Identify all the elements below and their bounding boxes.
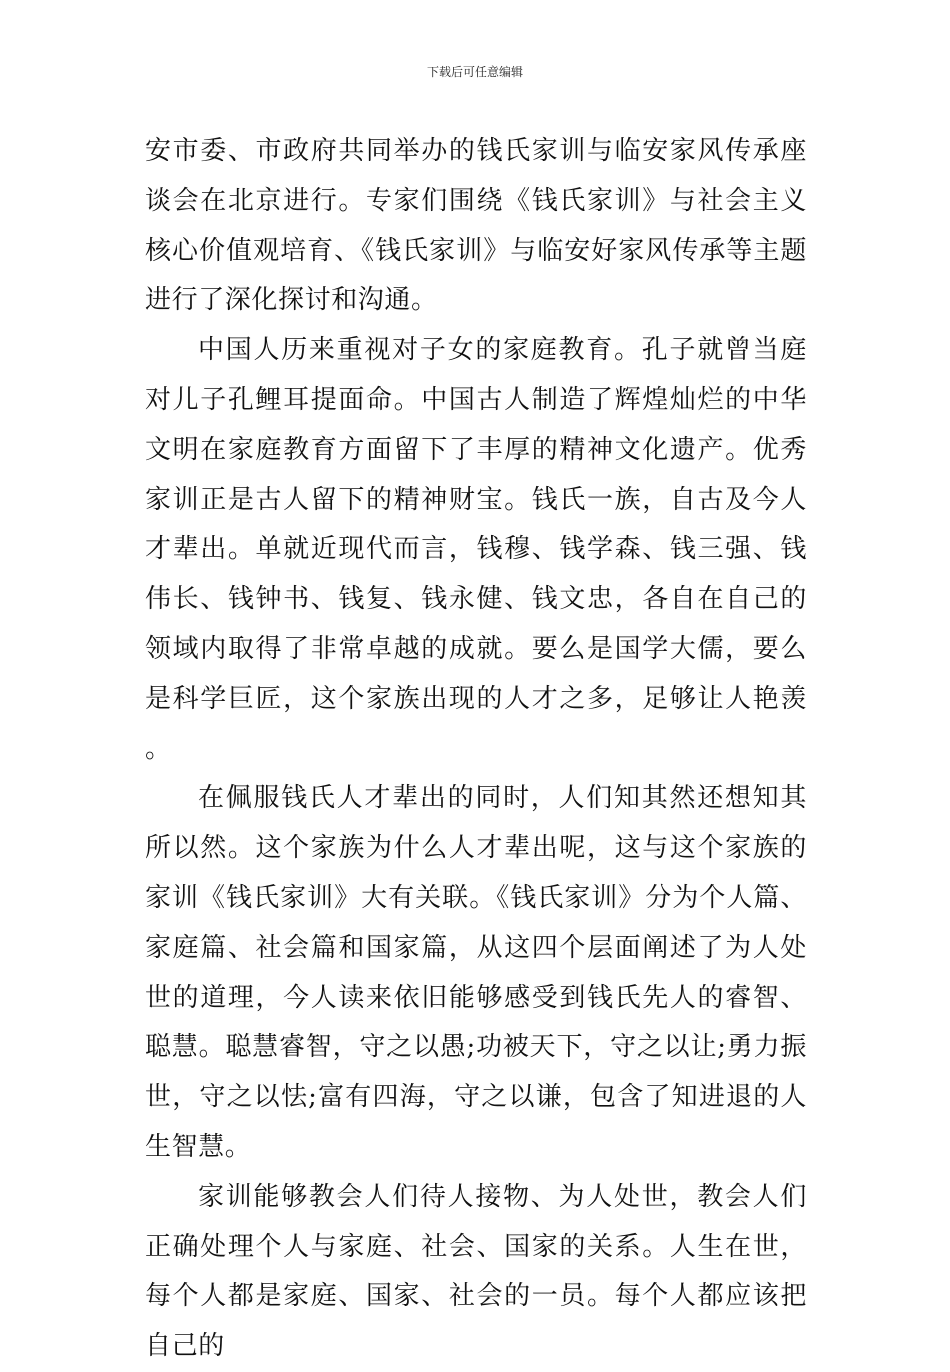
paragraph-4: 家训能够教会人们待人接物、为人处世，教会人们正确处理个人与家庭、社会、国家的关系。人生在世，每个人都是家庭、国家、社会的一员。每个人都应该把自己的 <box>145 1181 807 1362</box>
paragraph-3: 在佩服钱氏人才辈出的同时，人们知其然还想知其所以然。这个家族为什么人才辈出呢，这与这个家族的家训《钱氏家训》大有关联。《钱氏家训》分为个人篇、家庭篇、社会篇和国家篇，从这四个层面阐述了为人处世的道理，今人读来依旧能够感受到钱氏先人的睿智、聪慧。聪慧睿智，守之以愚;功被天下，守之以让;勇力振世，守之以怯;富有四海，守之以谦，包含了知进退的人生智慧。 <box>145 783 807 1162</box>
paragraph-2: 中国人历来重视对子女的家庭教育。孔子就曾当庭对儿子孔鲤耳提面命。中国古人制造了辉煌灿烂的中华文明在家庭教育方面留下了丰厚的精神文化遗产。优秀家训正是古人留下的精神财宝。钱氏一族，自古及今人才辈出。单就近现代而言，钱穆、钱学森、钱三强、钱伟长、钱钟书、钱复、钱永健、钱文忠，各自在自己的领域内取得了非常卓越的成就。要么是国学大儒，要么是科学巨匠，这个家族出现的人才之多，足够让人艳羡。 <box>145 335 807 764</box>
document-body <box>145 127 807 1372</box>
page-header-note: 下载后可任意编辑 <box>426 65 523 79</box>
paragraph-1: 安市委、市政府共同举办的钱氏家训与临安家风传承座谈会在北京进行。专家们围绕《钱氏家训》与社会主义核心价值观培育、《钱氏家训》与临安好家风传承等主题进行了深化探讨和沟通。 <box>145 136 807 316</box>
